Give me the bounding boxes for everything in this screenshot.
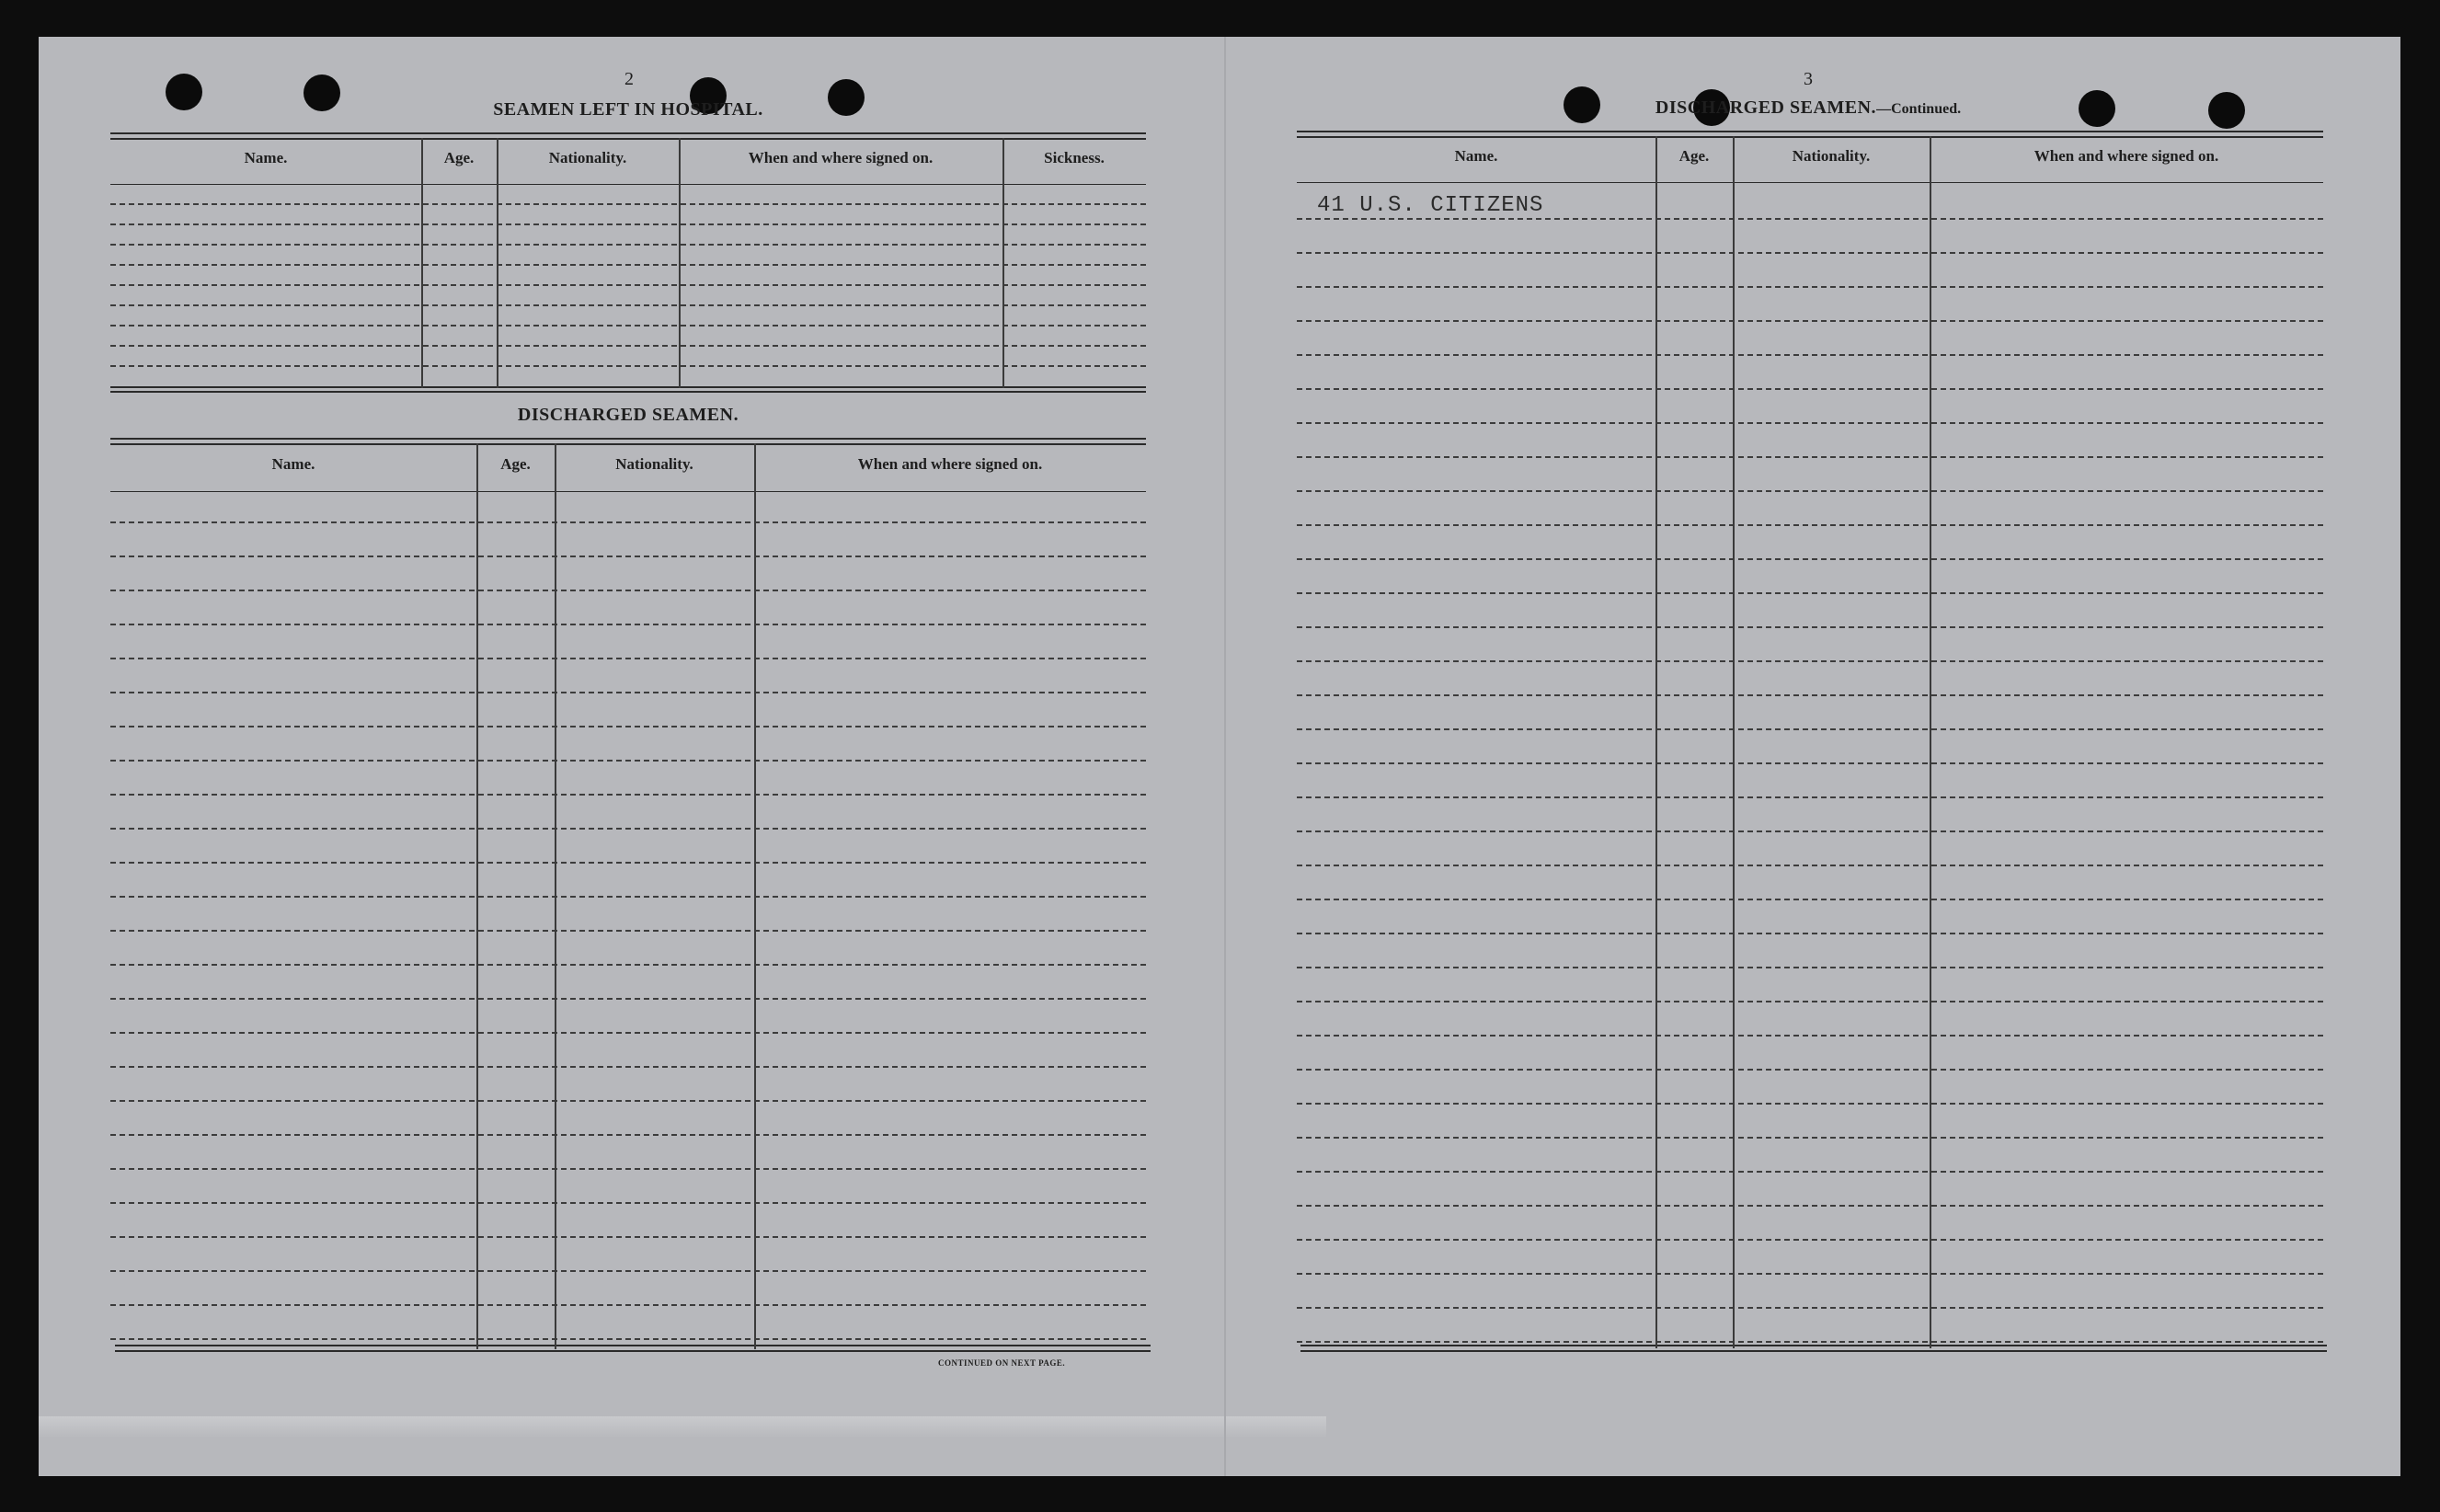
punch-hole (2208, 92, 2245, 129)
rule (110, 438, 1146, 440)
typed-entry: 41 U.S. CITIZENS (1317, 193, 1544, 218)
ruled-line (1297, 218, 2323, 220)
punch-hole (2079, 90, 2115, 127)
rule (115, 1345, 1151, 1346)
ruled-line (110, 365, 1146, 367)
ruled-line (1297, 354, 2323, 356)
ruled-line (1297, 1137, 2323, 1139)
ruled-line (110, 244, 1146, 246)
column-header-signed-on: When and where signed on. (2033, 147, 2219, 165)
punch-hole (1564, 86, 1600, 123)
ruled-line (110, 1270, 1146, 1272)
ruled-line (110, 1168, 1146, 1170)
punch-hole (166, 74, 202, 110)
column-divider (421, 138, 423, 388)
ruled-line (110, 556, 1146, 557)
rule (1297, 182, 2323, 183)
ruled-line (110, 692, 1146, 693)
ruled-line (110, 624, 1146, 625)
rule (1297, 131, 2323, 132)
ruled-line (1297, 1273, 2323, 1275)
page-number: 2 (624, 69, 634, 89)
column-header-name: Name. (1454, 147, 1498, 165)
column-header-nationality: Nationality. (1792, 147, 1871, 165)
ruled-line (1297, 252, 2323, 254)
ruled-line (1297, 1307, 2323, 1309)
ruled-line (1297, 1069, 2323, 1071)
title-suffix: —Continued. (1876, 101, 1962, 117)
ruled-line (1297, 1341, 2323, 1343)
ruled-line (110, 760, 1146, 762)
rule (110, 443, 1146, 445)
ruled-line (110, 1134, 1146, 1136)
ruled-line (1297, 1171, 2323, 1173)
rule (1297, 136, 2323, 138)
ruled-line (110, 862, 1146, 864)
page-fold (1224, 37, 1226, 1476)
column-divider (1655, 136, 1657, 1348)
rule (110, 386, 1146, 388)
ruled-line (1297, 796, 2323, 798)
section-title: DISCHARGED SEAMEN. (1655, 97, 1877, 118)
ruled-line (1297, 626, 2323, 628)
ruled-line (110, 223, 1146, 225)
ruled-line (1297, 660, 2323, 662)
column-divider (476, 443, 478, 1349)
ruled-line (110, 325, 1146, 326)
ruled-line (1297, 286, 2323, 288)
ruled-line (1297, 728, 2323, 730)
ruled-line (1297, 422, 2323, 424)
ruled-line (110, 964, 1146, 966)
column-header-name: Name. (244, 149, 288, 166)
ruled-line (1297, 762, 2323, 764)
column-header-sickness: Sickness. (1044, 149, 1105, 166)
column-divider (754, 443, 756, 1349)
ruled-line (110, 284, 1146, 286)
ruled-line (110, 658, 1146, 659)
punch-hole (828, 79, 865, 116)
ruled-line (1297, 388, 2323, 390)
ruled-line (1297, 490, 2323, 492)
rule (110, 391, 1146, 393)
column-header-nationality: Nationality. (548, 149, 627, 166)
column-divider (1733, 136, 1735, 1348)
ruled-line (110, 726, 1146, 727)
rule (110, 491, 1146, 492)
ruled-line (1297, 899, 2323, 900)
ruled-line (110, 896, 1146, 898)
rule (110, 184, 1146, 185)
ruled-line (110, 1066, 1146, 1068)
ruled-line (110, 794, 1146, 796)
ruled-line (1297, 592, 2323, 594)
ruled-line (110, 1236, 1146, 1238)
ruled-line (110, 1032, 1146, 1034)
ruled-line (1297, 1239, 2323, 1241)
column-divider (555, 443, 556, 1349)
ruled-line (1297, 320, 2323, 322)
column-header-age: Age. (1678, 147, 1710, 165)
page-curl (39, 1416, 1326, 1438)
ruled-line (110, 1100, 1146, 1102)
ruled-line (1297, 558, 2323, 560)
ruled-line (110, 998, 1146, 1000)
ruled-line (110, 1202, 1146, 1204)
punch-hole (304, 74, 340, 111)
column-header-signed-on: When and where signed on. (857, 455, 1043, 473)
ruled-line (1297, 1205, 2323, 1207)
ruled-line (1297, 967, 2323, 968)
ruled-line (110, 345, 1146, 347)
rule (110, 138, 1146, 140)
ruled-line (110, 828, 1146, 830)
ruled-line (1297, 456, 2323, 458)
ruled-line (1297, 1035, 2323, 1037)
column-header-name: Name. (271, 455, 315, 473)
ruled-line (110, 521, 1146, 523)
continued-note: CONTINUED ON NEXT PAGE. (938, 1358, 1066, 1368)
ruled-line (110, 590, 1146, 591)
ruled-line (1297, 694, 2323, 696)
ruled-line (1297, 830, 2323, 832)
column-header-nationality: Nationality. (615, 455, 693, 473)
ruled-line (1297, 933, 2323, 934)
column-divider (1002, 138, 1004, 388)
rule (115, 1350, 1151, 1352)
ruled-line (110, 1338, 1146, 1340)
ruled-line (1297, 1103, 2323, 1105)
column-divider (497, 138, 498, 388)
ruled-line (110, 203, 1146, 205)
ruled-line (1297, 524, 2323, 526)
column-divider (679, 138, 681, 388)
ruled-line (110, 930, 1146, 932)
hospital-section-title: SEAMEN LEFT IN HOSPITAL. (493, 99, 763, 120)
ruled-line (110, 264, 1146, 266)
discharged-section-title: DISCHARGED SEAMEN. (517, 405, 739, 425)
rule (110, 132, 1146, 134)
ruled-line (110, 304, 1146, 306)
discharged-continued-title (1624, 97, 1992, 119)
column-header-age: Age. (443, 149, 475, 166)
column-divider (1930, 136, 1931, 1348)
column-header-signed-on: When and where signed on. (748, 149, 934, 166)
column-header-age: Age. (500, 455, 531, 473)
rule (1300, 1350, 2327, 1352)
rule (1300, 1345, 2327, 1346)
page-number: 3 (1804, 69, 1813, 89)
ruled-line (110, 1304, 1146, 1306)
ruled-line (1297, 1001, 2323, 1002)
ruled-line (1297, 865, 2323, 866)
